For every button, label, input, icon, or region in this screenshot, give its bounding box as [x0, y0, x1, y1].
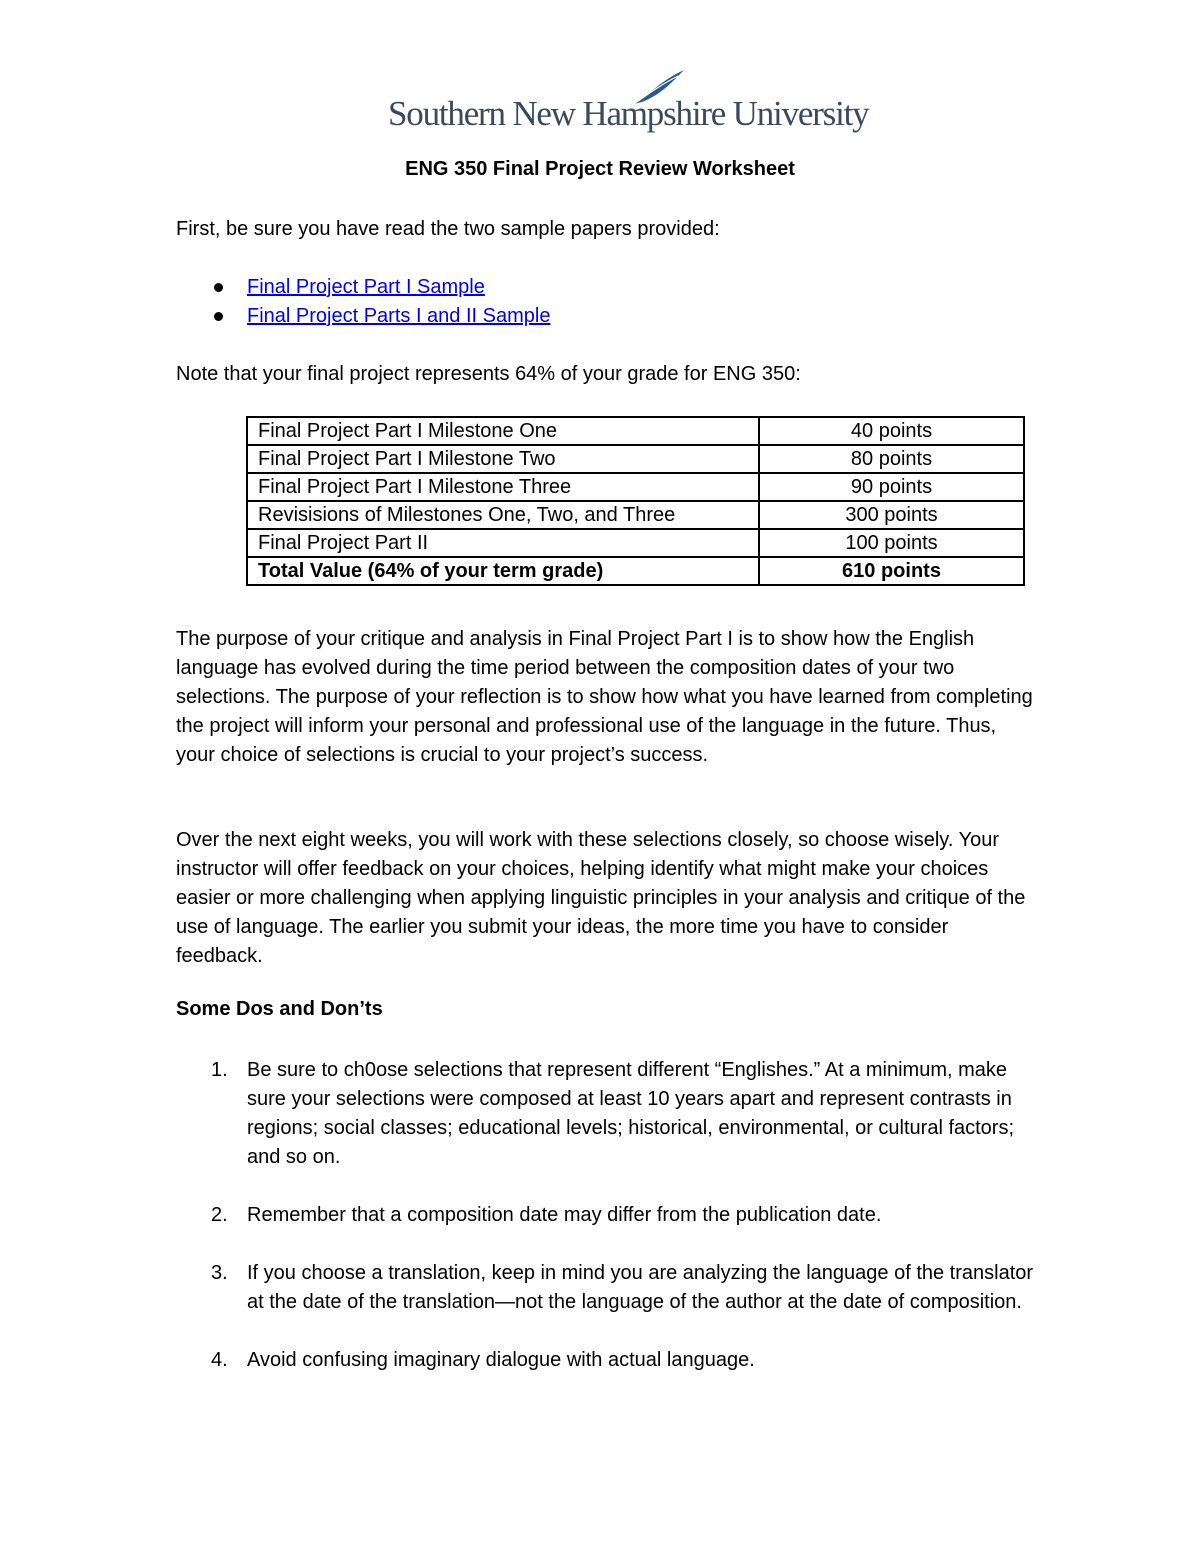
bullet-icon — [214, 312, 223, 321]
row-value: 90 points — [759, 473, 1024, 501]
page-title: ENG 350 Final Project Review Worksheet — [405, 158, 795, 180]
row-label: Revisisions of Milestones One, Two, and Three — [247, 501, 759, 529]
item-number: 2. — [211, 1204, 228, 1226]
points-table — [246, 416, 1025, 586]
list-item — [176, 1201, 1036, 1230]
table-row — [247, 473, 1024, 501]
item-number: 1. — [211, 1059, 228, 1081]
row-label: Final Project Part I Milestone Three — [247, 473, 759, 501]
total-label: Total Value (64% of your term grade) — [247, 557, 759, 585]
row-value: 100 points — [759, 529, 1024, 557]
table-row — [247, 529, 1024, 557]
dos-heading: Some Dos and Don’ts — [176, 998, 383, 1020]
row-value: 300 points — [759, 501, 1024, 529]
row-label: Final Project Part II — [247, 529, 759, 557]
intro-text: First, be sure you have read the two sample papers provided: — [176, 218, 720, 240]
list-item — [176, 302, 550, 331]
item-text: Be sure to ch0ose selections that represent different “Englishes.” At a minimum, make sure your selections were composed at least 10 years apart and represent contrasts in regions; social classes; educational levels; historical, environmental, or cultural factors; and so on. — [247, 1059, 1015, 1168]
bullet-icon — [214, 283, 223, 292]
list-item — [176, 1259, 1036, 1317]
table-total-row — [247, 557, 1024, 585]
item-number: 4. — [211, 1349, 228, 1371]
dos-list — [176, 1056, 1036, 1404]
row-label: Final Project Part I Milestone Two — [247, 445, 759, 473]
sample-links-list — [176, 273, 550, 331]
table-row — [247, 501, 1024, 529]
table-row — [247, 417, 1024, 445]
item-text: Avoid confusing imaginary dialogue with actual language. — [247, 1349, 755, 1371]
total-value: 610 points — [759, 557, 1024, 585]
list-item — [176, 273, 550, 302]
sample-link-parts-1-2[interactable]: Final Project Parts I and II Sample — [247, 305, 551, 327]
grade-note: Note that your final project represents 64% of your grade for ENG 350: — [176, 363, 801, 385]
list-item — [176, 1056, 1036, 1172]
list-item — [176, 1346, 1036, 1375]
logo-text: Southern New Hampshire University — [388, 94, 869, 133]
item-number: 3. — [211, 1262, 228, 1284]
row-value: 80 points — [759, 445, 1024, 473]
row-label: Final Project Part I Milestone One — [247, 417, 759, 445]
item-text: If you choose a translation, keep in mind you are analyzing the language of the translator at the date of the translation—not the language of the author at the date of composition. — [247, 1262, 1034, 1313]
table-row — [247, 445, 1024, 473]
row-value: 40 points — [759, 417, 1024, 445]
selection-paragraph: Over the next eight weeks, you will work with these selections closely, so choose wisely. Your instructor will offer feedback on your choices, helping identify what might make your choices easier or more challenging when applying linguistic principles in your analysis and critique of the use of language. The earlier you submit your ideas, the more time you have to consider feedback. — [176, 829, 1026, 967]
purpose-paragraph: The purpose of your critique and analysis in Final Project Part I is to show how the English language has evolved during the time period between the composition dates of your two selections. The purpose of your reflection is to show how what you have learned from completing the project will inform your personal and professional use of the language in the future. Thus, your choice of selections is crucial to your project’s success. — [176, 628, 1033, 766]
university-logo — [386, 66, 869, 138]
sample-link-part-1[interactable]: Final Project Part I Sample — [247, 276, 485, 298]
item-text: Remember that a composition date may differ from the publication date. — [247, 1204, 882, 1226]
